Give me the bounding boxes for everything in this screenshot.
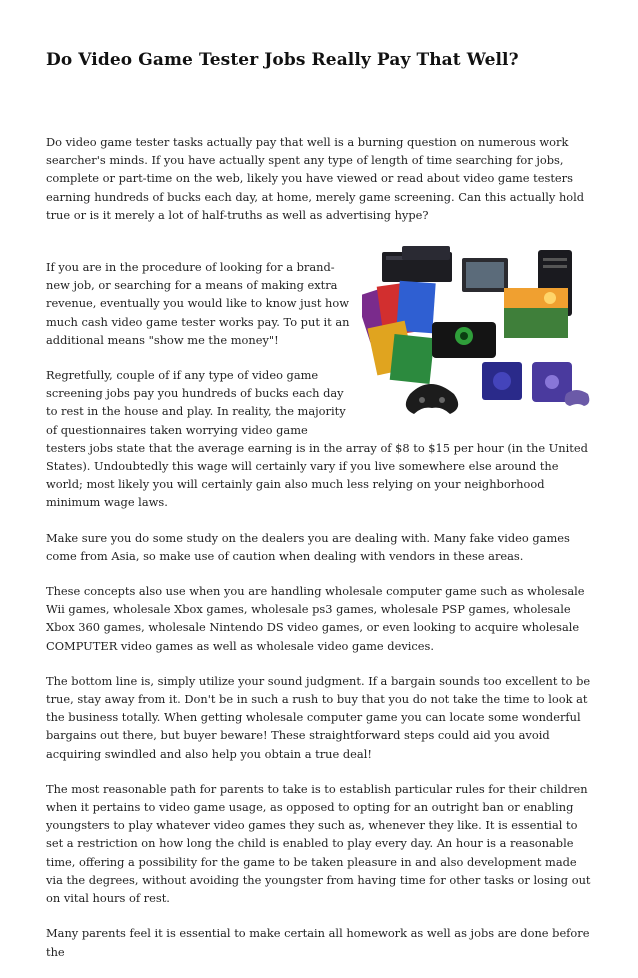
intro-section [46, 133, 594, 224]
paragraph-job-search: If you are in the procedure of looking for a brand-new job, or searching for a means of making extra revenue, eventually you would like to know just how much cash video game tester works pay. To put it an additional means "show me the money"! [46, 260, 350, 347]
paragraph-parent-rules: The most reasonable path for parents to take is to establish particular rules for their children when it pertains to video game usage, as opposed to opting for an outright ban or enabling youngsters to play whatever video games they such as, whenever they like. It is essential to set a restriction on how long the child is enabled to play every day. An hour is a reasonable time, offering a possibility for the game to be taken pleasure in and also development made via the degrees, without avoiding the youngster from having time for other tasks or losing out on vital hours of rest. [46, 781, 591, 906]
paragraph-intro: Do video game tester tasks actually pay that well is a burning question on numerous work searcher's minds. If you have actually spent any type of length of time searching for jobs, complete or part-time on the web, likely you have viewed or read about video game testers earning hundreds of bucks each day, at home, merely game screening. Can this actually hold true or is it merely a lot of half-truths as well as advertising hype? [46, 135, 585, 222]
paragraph-dealer-research: Make sure you do some study on the dealers you are dealing with. Many fake video games come from Asia, so make use of caution when dealing with vendors in these areas. [46, 530, 570, 563]
paragraph-wholesale-concepts: These concepts also use when you are handling wholesale computer game such as wholesale Wii games, wholesale Xbox games, wholesale ps3 games, wholesale PSP games, wholesale Xbox 360 games, wholesale Nintendo DS video games, or even looking to acquire wholesale COMPUTER video games as well as wholesale video game devices. [46, 584, 585, 653]
page-title: Do Video Game Tester Jobs Really Pay That Well? [46, 50, 519, 70]
paragraph-homework: Many parents feel it is essential to make certain all homework as well as jobs are done before the [46, 926, 590, 959]
article-body [46, 258, 594, 978]
paragraph-bottom-line: The bottom line is, simply utilize your sound judgment. If a bargain sounds too excellent to be true, stay away from it. Don't be in such a rush to buy that you do not take the time to look at the business totally. When getting wholesale computer game you can locate some wonderful bargains out there, but buyer beware! These straightforward steps could aid you avoid acquiring swindled and also help you obtain a true deal! [46, 673, 591, 761]
video-game-consoles-collage-icon [362, 244, 598, 424]
paragraph-pay-reality: Regretfully, couple of if any type of video game screening jobs pay you hundreds of bucks each day to rest in the house and play. In reality, the majority of questionnaires taken worrying video game testers jobs state that the average earning is in the array of $8 to $15 per hour (in the United States). Undoubtedly this wage will certainly vary if you live somewhere else around the world; most likely you will certainly gain also much less relying on your neighborhood minimum wage laws. [46, 368, 588, 510]
